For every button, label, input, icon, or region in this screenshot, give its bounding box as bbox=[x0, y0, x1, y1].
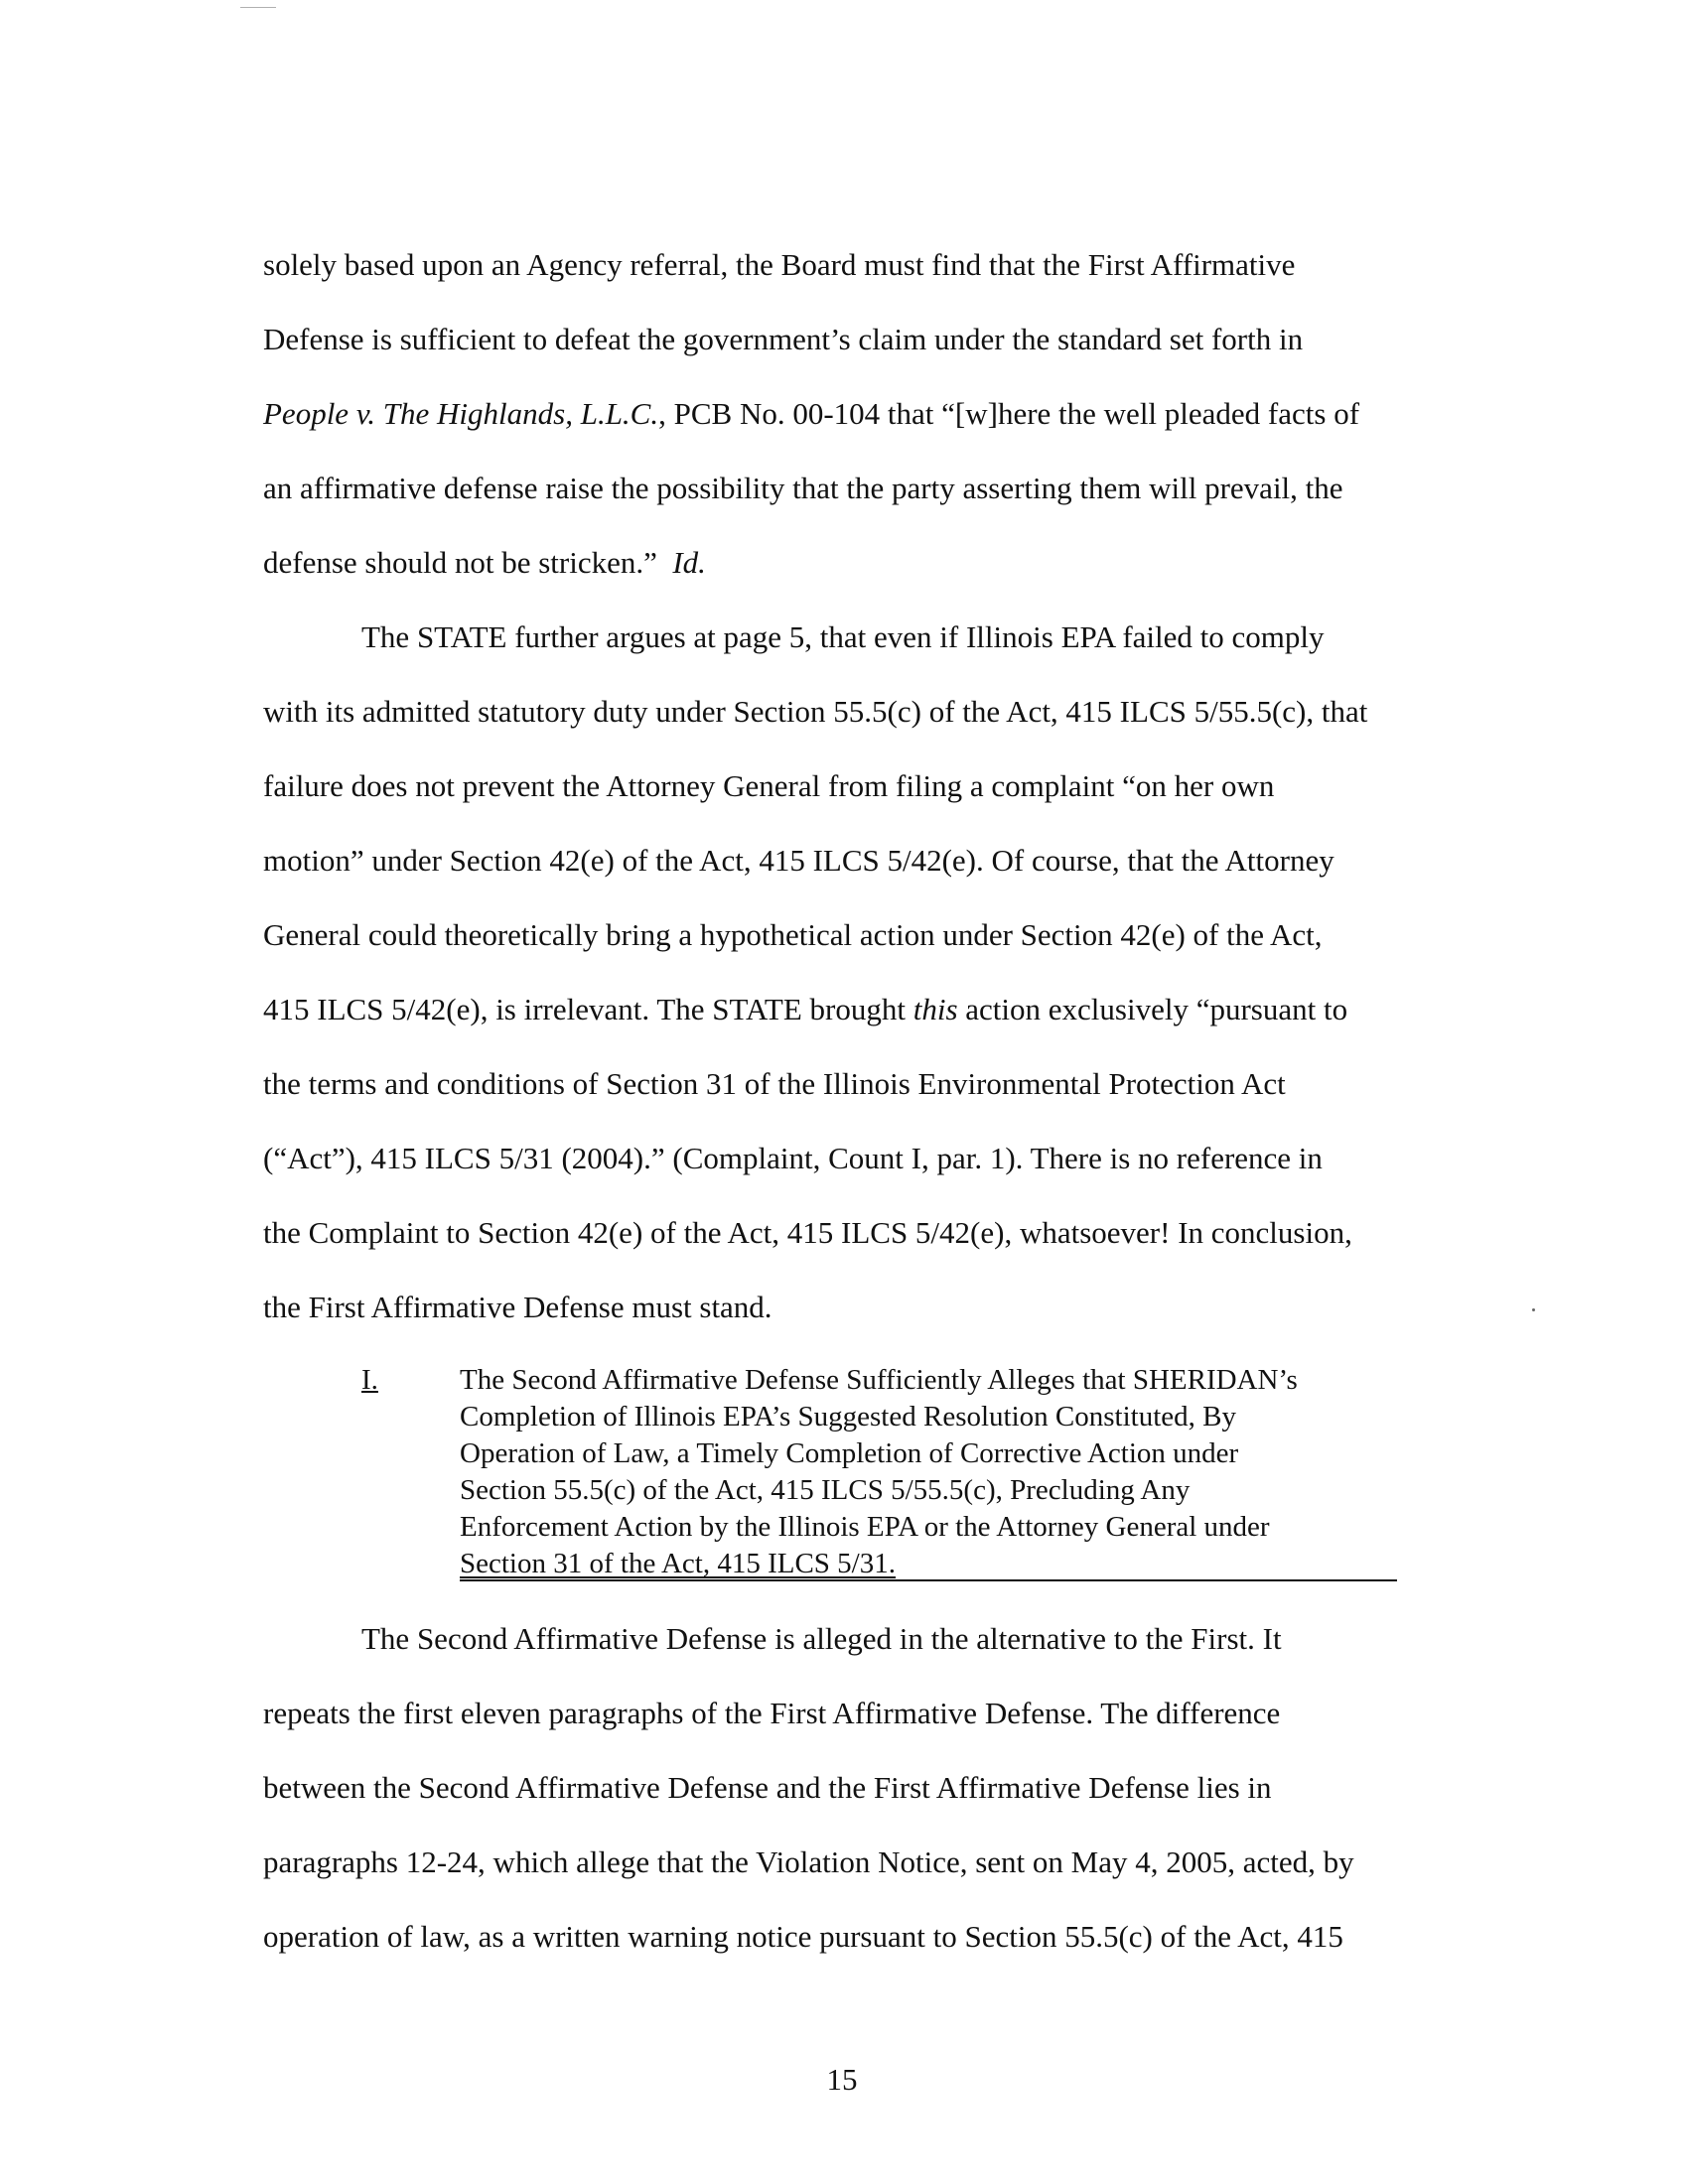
case-citation: People v. The Highlands, L.L.C. bbox=[263, 396, 659, 431]
section-heading-line: Completion of Illinois EPA’s Suggested Resolution Constituted, By bbox=[460, 1401, 1236, 1433]
para3-line: between the Second Affirmative Defense and the First Affirmative Defense lies in bbox=[263, 1770, 1272, 1805]
section-heading-line: The Second Affirmative Defense Sufficiently Alleges that SHERIDAN’s bbox=[460, 1364, 1298, 1396]
para2-line: (“Act”), 415 ILCS 5/31 (2004).” (Complaint, Count I, par. 1). There is no reference in bbox=[263, 1141, 1323, 1175]
section-number: I. bbox=[361, 1364, 378, 1396]
para2-line: failure does not prevent the Attorney General from filing a complaint “on her own bbox=[263, 768, 1275, 803]
para1-text: , PCB No. 00-104 that “[w]here the well pleaded facts of bbox=[658, 396, 1360, 431]
scan-artifact-dot bbox=[1532, 1308, 1535, 1311]
para1-line: solely based upon an Agency referral, the Board must find that the First Affirmative bbox=[263, 247, 1296, 282]
section-heading-line: Section 31 of the Act, 415 ILCS 5/31. bbox=[460, 1548, 896, 1579]
para3-line: The Second Affirmative Defense is alleged in the alternative to the First. It bbox=[361, 1621, 1282, 1656]
para2-line: the Complaint to Section 42(e) of the Act, 415 ILCS 5/42(e), whatsoever! In conclusion, bbox=[263, 1215, 1352, 1250]
id-citation: Id. bbox=[672, 545, 706, 580]
section-heading-line: Operation of Law, a Timely Completion of Corrective Action under bbox=[460, 1437, 1239, 1469]
para2-line: the First Affirmative Defense must stand. bbox=[263, 1290, 772, 1324]
para2-line: The STATE further argues at page 5, that even if Illinois EPA failed to comply bbox=[361, 619, 1325, 654]
para2-line: General could theoretically bring a hypothetical action under Section 42(e) of the Act, bbox=[263, 917, 1323, 952]
para2-text: action exclusively “pursuant to bbox=[957, 992, 1348, 1026]
para3-line: operation of law, as a written warning notice pursuant to Section 55.5(c) of the Act, 415 bbox=[263, 1919, 1343, 1954]
scan-artifact-top bbox=[240, 7, 276, 8]
page-number: 15 bbox=[826, 2062, 858, 2097]
para1-line: an affirmative defense raise the possibility that the party asserting them will prevail, the bbox=[263, 471, 1343, 505]
emphasis: this bbox=[912, 992, 958, 1026]
para2-line: the terms and conditions of Section 31 of the Illinois Environmental Protection Act bbox=[263, 1066, 1286, 1101]
para2-text: 415 ILCS 5/42(e), is irrelevant. The STATE brought bbox=[263, 992, 913, 1026]
para1-line bbox=[263, 395, 1359, 433]
para1-line bbox=[263, 544, 706, 582]
para2-line bbox=[263, 991, 1347, 1028]
para2-line: motion” under Section 42(e) of the Act, 415 ILCS 5/42(e). Of course, that the Attorney bbox=[263, 843, 1334, 878]
para1-line: Defense is sufficient to defeat the government’s claim under the standard set forth in bbox=[263, 322, 1304, 356]
heading-underline-rule bbox=[460, 1579, 1397, 1581]
para2-line: with its admitted statutory duty under Section 55.5(c) of the Act, 415 ILCS 5/55.5(c), that bbox=[263, 694, 1368, 729]
section-heading-line: Enforcement Action by the Illinois EPA or the Attorney General under bbox=[460, 1511, 1270, 1543]
para3-line: paragraphs 12-24, which allege that the Violation Notice, sent on May 4, 2005, acted, by bbox=[263, 1844, 1354, 1879]
para3-line: repeats the first eleven paragraphs of the First Affirmative Defense. The difference bbox=[263, 1696, 1281, 1730]
para1-text: defense should not be stricken.” bbox=[263, 545, 673, 580]
section-heading-line: Section 55.5(c) of the Act, 415 ILCS 5/55.5(c), Precluding Any bbox=[460, 1474, 1191, 1506]
